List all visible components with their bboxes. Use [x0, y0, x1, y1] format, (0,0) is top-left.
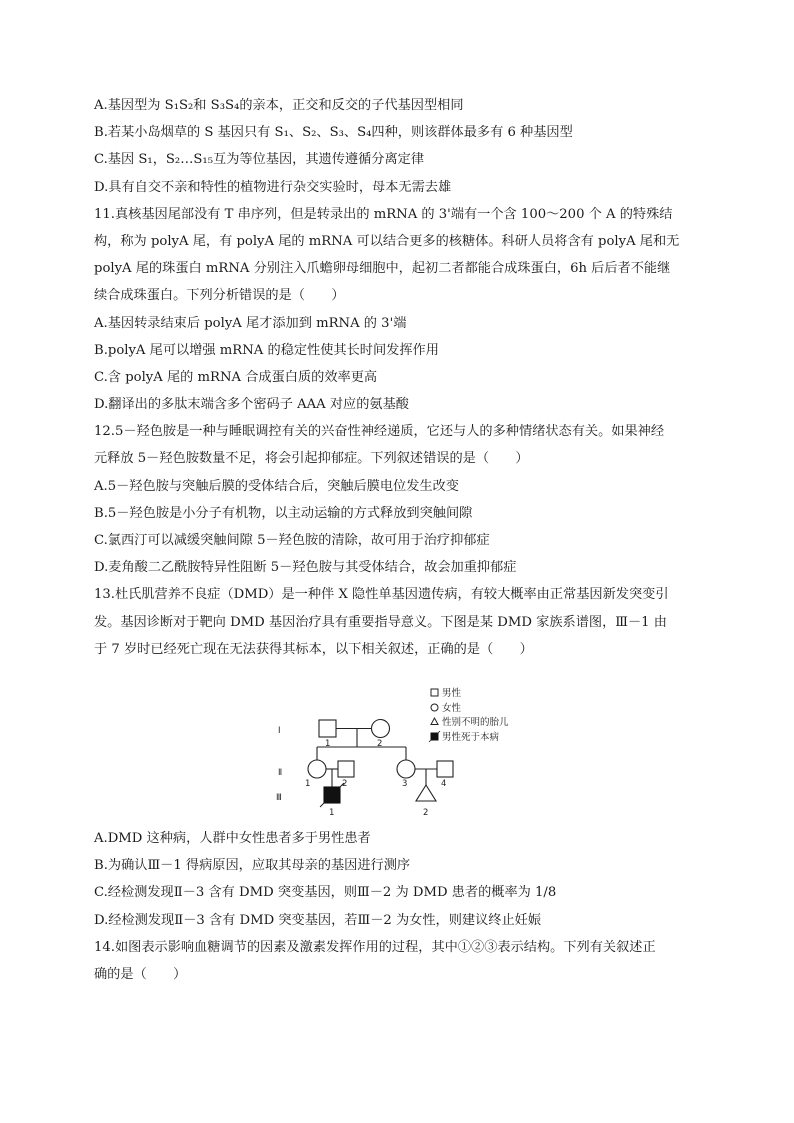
q11-option-c: C.含 polyA 尾的 mRNA 合成蛋白质的效率更高 — [94, 369, 378, 385]
question-block-lower — [94, 825, 714, 988]
q10-option-c: C.基因 S₁，S₂…S₁₅互为等位基因，其遗传遵循分离定律 — [94, 152, 425, 168]
q13-stem-line-1: 13.杜氏肌营养不良症（DMD）是一种伴 X 隐性单基因遗传病，有较大概率由正常基因新发突变引 — [94, 587, 669, 603]
individual-i-2-female — [372, 720, 390, 738]
q11-stem-line-3: polyA 尾的珠蛋白 mRNA 分别注入爪蟾卵母细胞中，起初二者都能合成珠蛋白，6h 后后者不能继 — [94, 261, 671, 277]
q13-option-a: A.DMD 这种病，人群中女性患者多于男性患者 — [94, 831, 371, 846]
number-iii-2: 2 — [423, 808, 429, 818]
question-block-upper — [94, 92, 714, 663]
generation-label-2: Ⅱ — [278, 768, 283, 778]
q12-stem-line-1: 12.5－羟色胺是一种与睡眠调控有关的兴奋性神经递质，它还与人的多种情绪状态有关。如果神经 — [94, 424, 665, 440]
q11-stem-line-4: 续合成珠蛋白。下列分析错误的是（ ） — [94, 288, 345, 304]
q13-option-d: D.经检测发现Ⅱ－3 含有 DMD 突变基因，若Ⅲ－2 为女性，则建议终止妊娠 — [94, 912, 542, 928]
q13-option-c: C.经检测发现Ⅱ－3 含有 DMD 突变基因，则Ⅲ－2 为 DMD 患者的概率为 1/8 — [94, 885, 557, 901]
individual-ii-2-male — [338, 761, 354, 777]
q11-stem-line-2: 构，称为 polyA 尾，有 polyA 尾的 mRNA 可以结合更多的核糖体。科研人员将含有 polyA 尾和无 — [94, 233, 680, 249]
q12-option-c: C.氯西汀可以减缓突触间隙 5－羟色胺的清除，故可用于治疗抑郁症 — [94, 533, 490, 548]
q12-option-a: A.5－羟色胺与突触后膜的受体结合后，突触后膜电位发生改变 — [94, 478, 459, 494]
q10-option-a: A.基因型为 S₁S₂和 S₃S₄的亲本，正交和反交的子代基因型相同 — [94, 98, 464, 113]
legend-female-label: 女性 — [442, 703, 462, 714]
q10-option-b: B.若某小岛烟草的 S 基因只有 S₁、S₂、S₃、S₄四种，则该群体最多有 6 种基因型 — [94, 125, 573, 141]
generation-label-3: Ⅲ — [276, 793, 282, 803]
q13-stem-line-3: 于 7 岁时已经死亡现在无法获得其标本，以下相关叙述，正确的是（ ） — [94, 641, 533, 657]
q10-option-d: D.具有自交不亲和特性的植物进行杂交实验时，母本无需去雄 — [94, 179, 452, 195]
number-ii-1: 1 — [305, 779, 311, 789]
q11-option-b: B.polyA 尾可以增强 mRNA 的稳定性使其长时间发挥作用 — [94, 342, 439, 358]
legend-deceased-male-label: 男性死于本病 — [442, 732, 500, 743]
legend-fetus-symbol-icon — [431, 718, 438, 725]
legend-male-label: 男性 — [442, 688, 462, 699]
q13-stem-line-2: 发。基因诊断对于靶向 DMD 基因治疗具有重要指导意义。下图是某 DMD 家族系谱图，Ⅲ－1 由 — [94, 614, 667, 630]
q11-option-d: D.翻译出的多肽末端含多个密码子 AAA 对应的氨基酸 — [94, 397, 409, 413]
individual-iii-2-fetus — [416, 785, 436, 801]
generation-label-1: Ⅰ — [278, 726, 281, 736]
legend-fetus-label: 性别不明的胎儿 — [442, 717, 509, 728]
number-ii-4: 4 — [441, 779, 447, 789]
q12-option-b: B.5－羟色胺是小分子有机物，以主动运输的方式释放到突触间隙 — [94, 505, 473, 521]
number-i-2: 2 — [377, 739, 383, 749]
pedigree-chart — [268, 683, 568, 823]
q14-stem-line-1: 14.如图表示影响血糖调节的因素及激素发挥作用的过程，其中①②③表示结构。下列有关叙述正 — [94, 939, 656, 955]
individual-ii-4-male — [437, 761, 453, 777]
q12-option-d: D.麦角酸二乙酰胺特异性阻断 5－羟色胺与其受体结合，故会加重抑郁症 — [94, 560, 517, 576]
individual-i-1-male — [319, 720, 336, 737]
individual-ii-1-female — [308, 760, 326, 778]
individual-ii-3-female — [397, 760, 415, 778]
q11-option-a: A.基因转录结束后 polyA 尾才添加到 mRNA 的 3'端 — [94, 315, 407, 331]
number-i-1: 1 — [325, 739, 331, 749]
q12-stem-line-2: 元释放 5－羟色胺数量不足，将会引起抑郁症。下列叙述错误的是（ ） — [94, 451, 529, 467]
number-iii-1: 1 — [329, 808, 335, 818]
pedigree-legend — [429, 687, 509, 743]
legend-female-symbol-icon — [431, 704, 438, 711]
q14-stem-line-2: 确的是（ ） — [94, 966, 187, 982]
q13-option-b: B.为确认Ⅲ－1 得病原因，应取其母亲的基因进行测序 — [94, 858, 411, 874]
number-ii-2: 2 — [342, 779, 348, 789]
number-ii-3: 3 — [402, 779, 408, 789]
q11-stem-line-1: 11.真核基因尾部没有 T 串序列，但是转录出的 mRNA 的 3'端有一个含 100～200 个 A 的特殊结 — [94, 206, 673, 222]
legend-male-symbol-icon — [431, 689, 438, 696]
